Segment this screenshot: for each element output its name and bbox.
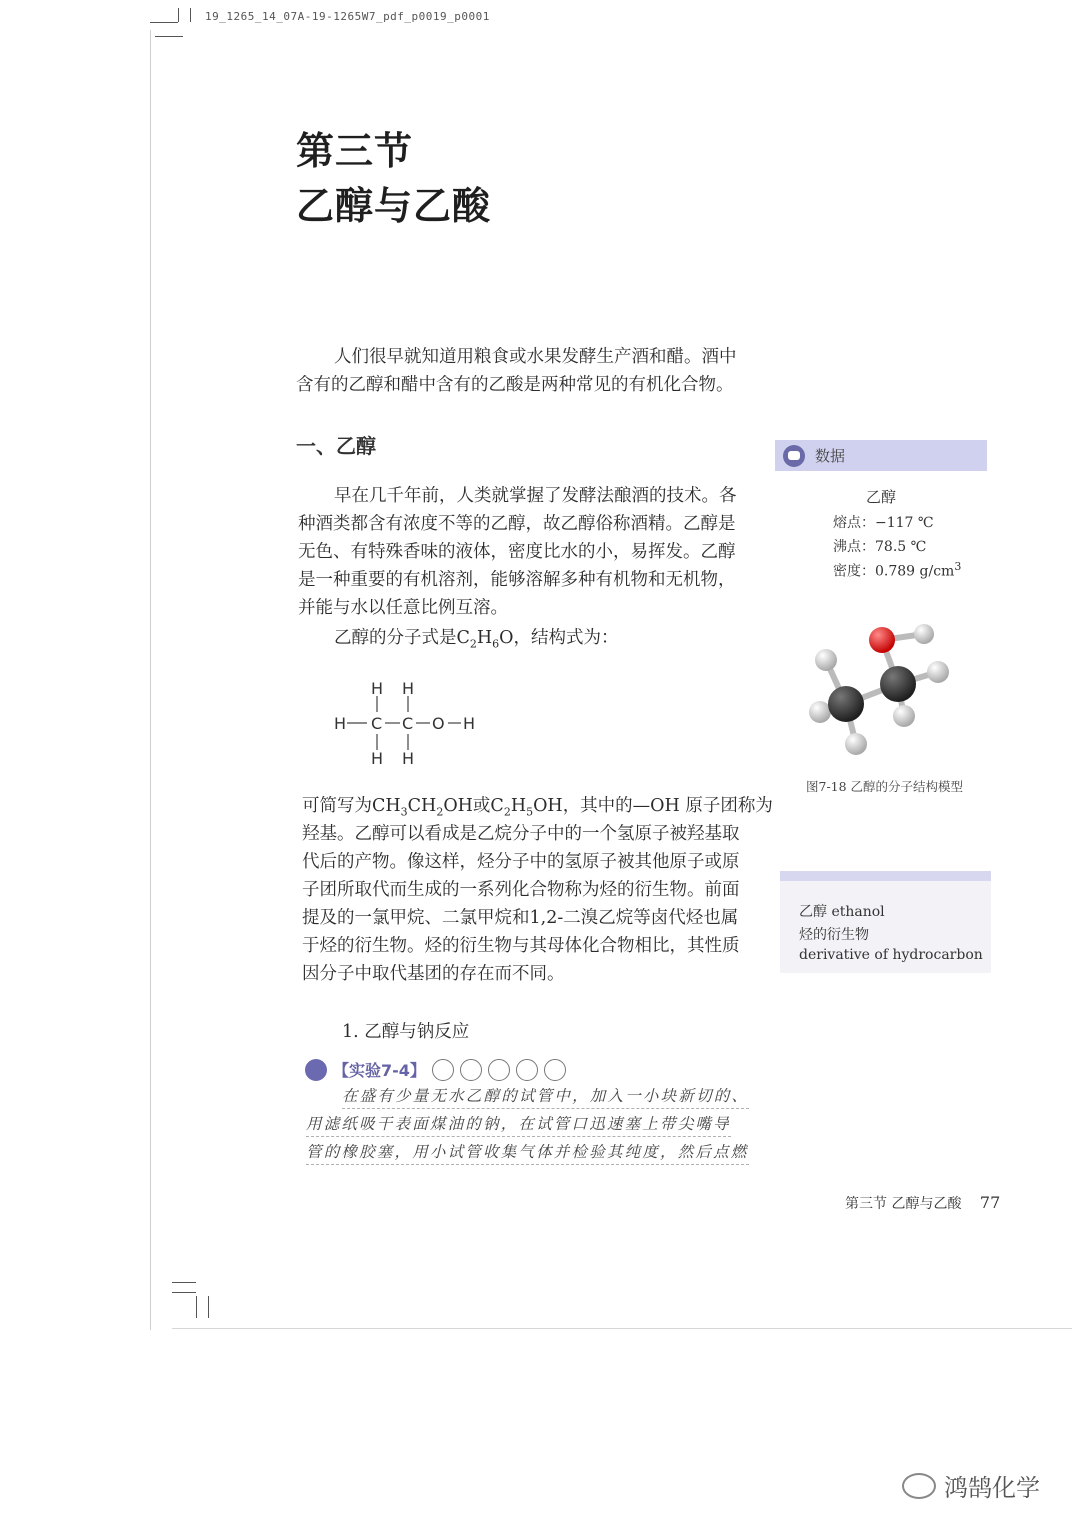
figure-caption: 图7-18 乙醇的分子结构模型 <box>806 779 964 794</box>
simp1-c: OH <box>443 796 473 816</box>
intro-line: 含有的乙醇和醋中含有的乙酸是两种常见的有机化合物。 <box>296 375 734 395</box>
page-number: 77 <box>979 1193 1001 1212</box>
section-number: 第三节 <box>296 128 414 173</box>
body-line: 子团所取代而生成的一系列化合物称为烃的衍生物。前面 <box>302 880 740 900</box>
simp1-b: CH <box>407 796 437 816</box>
intro-line: 人们很早就知道用粮食或水果发酵生产酒和醋。酒中 <box>334 347 737 367</box>
formula-intro: 乙醇的分子式是 <box>334 628 457 648</box>
vocab-derivative-cn: 烃的衍生物 <box>799 927 869 943</box>
footer-section: 第三节 乙醇与乙酸 <box>845 1196 962 1212</box>
body-line: 无色、有特殊香味的液体，密度比水的小，易挥发。乙醇 <box>298 542 736 562</box>
body-line: 提及的一氯甲烷、二氯甲烷和1,2-二溴乙烷等卤代烃也属 <box>302 908 739 928</box>
crop-mark <box>196 1296 197 1318</box>
fire-warning-icon <box>488 1059 510 1081</box>
section-title: 乙醇与乙酸 <box>296 183 492 228</box>
body-line: 是一种重要的有机溶剂，能够溶解多种有机物和无机物， <box>298 570 736 590</box>
body-line: 因分子中取代基团的存在而不同。 <box>302 964 565 984</box>
density-sup: 3 <box>954 560 962 573</box>
atom-h: H <box>371 679 384 698</box>
crop-mark <box>172 1292 196 1293</box>
atom-h: H <box>402 749 415 768</box>
vocabulary-box <box>780 871 991 973</box>
simp2-a: C <box>490 796 504 816</box>
simp1-s1: 3 <box>400 805 408 819</box>
body-line: 并能与水以任意比例互溶。 <box>298 598 508 618</box>
density: 密度：0.789 g/cm <box>833 563 955 580</box>
atom-c: C <box>371 714 383 733</box>
experiment-title: 【实验7-4】 <box>333 1061 426 1080</box>
simp1-s2: 2 <box>436 805 444 819</box>
simp-or: 或 <box>472 796 491 816</box>
simplified-pre: 可简写为 <box>302 796 372 816</box>
atom-c: C <box>402 714 414 733</box>
heading-ethanol: 一、乙醇 <box>296 434 376 458</box>
atom-o: O <box>432 714 445 733</box>
crop-mark <box>155 36 183 37</box>
formula-o: O <box>499 628 514 648</box>
body-line: 早在几千年前，人类就掌握了发酵法酿酒的技术。各 <box>334 486 737 506</box>
body-line: 代后的产物。像这样，烃分子中的氢原子被其他原子或原 <box>302 852 740 872</box>
formula-c-sub: 2 <box>469 637 477 651</box>
crop-mark <box>150 22 178 23</box>
vocab-ethanol: 乙醇 ethanol <box>799 904 885 920</box>
atom-h: H <box>463 714 476 733</box>
data-sidebar-header <box>775 440 987 471</box>
body-line: 于烃的衍生物。烃的衍生物与其母体化合物相比，其性质 <box>302 936 740 956</box>
ethanol-ball-model <box>800 618 960 758</box>
experiment-line: 管的橡胶塞，用小试管收集气体并检验其纯度，然后点燃 <box>306 1140 749 1165</box>
scan-file-code: 19_1265_14_07A-19-1265W7_pdf_p0019_p0001 <box>205 10 490 23</box>
formula-h: H <box>476 628 493 648</box>
simplified-post: ，其中的—OH 原子团称为 <box>562 796 773 816</box>
body-line: 羟基。乙醇可以看成是乙烷分子中的一个氢原子被羟基取 <box>302 824 740 844</box>
simp2-c: OH <box>533 796 563 816</box>
crop-mark <box>178 8 179 22</box>
boiling-point: 沸点：78.5 ℃ <box>833 539 927 555</box>
watermark-text: 鸿鹄化学 <box>944 1474 1040 1502</box>
melting-point: 熔点：−117 ℃ <box>833 515 934 531</box>
data-label: 数据 <box>815 447 846 465</box>
formula-h-sub: 6 <box>492 637 500 651</box>
formula-post: ，结构式为： <box>513 628 619 648</box>
atom-h: H <box>402 679 415 698</box>
simp2-s1: 2 <box>503 805 511 819</box>
watermark <box>902 1468 1040 1503</box>
atom-h: H <box>334 714 347 733</box>
experiment-line: 用滤纸吸干表面煤油的钠，在试管口迅速塞上带尖嘴导 <box>306 1112 731 1137</box>
structural-formula <box>330 672 490 772</box>
crop-mark <box>190 8 191 22</box>
heat-warning-icon <box>460 1059 482 1081</box>
density-line <box>833 560 961 581</box>
formula-line <box>334 624 619 659</box>
chat-bubble-icon <box>783 445 805 467</box>
page-bottom-line <box>172 1328 1072 1329</box>
vocab-derivative-en: derivative of hydrocarbon <box>799 947 983 963</box>
wash-hands-icon <box>544 1059 566 1081</box>
wechat-logo-icon <box>902 1473 936 1499</box>
formula-c: C <box>456 628 470 648</box>
crop-mark <box>208 1296 209 1318</box>
body-line: 种酒类都含有浓度不等的乙醇，故乙醇俗称酒精。乙醇是 <box>298 514 736 534</box>
atom-h: H <box>371 749 384 768</box>
simp1-a: CH <box>372 796 401 816</box>
compound-name: 乙醇 <box>866 488 897 506</box>
flask-icon <box>305 1059 327 1081</box>
sub-heading: 1. 乙醇与钠反应 <box>342 1022 470 1042</box>
goggles-icon <box>432 1059 454 1081</box>
experiment-line: 在盛有少量无水乙醇的试管中，加入一小块新切的、 <box>342 1084 749 1109</box>
caution-icon <box>516 1059 538 1081</box>
margin-line <box>150 30 151 1330</box>
experiment-heading <box>305 1058 566 1081</box>
page-footer <box>845 1193 1000 1213</box>
simp2-s2: 5 <box>526 805 534 819</box>
simp2-b: H <box>510 796 527 816</box>
crop-mark <box>172 1282 196 1283</box>
